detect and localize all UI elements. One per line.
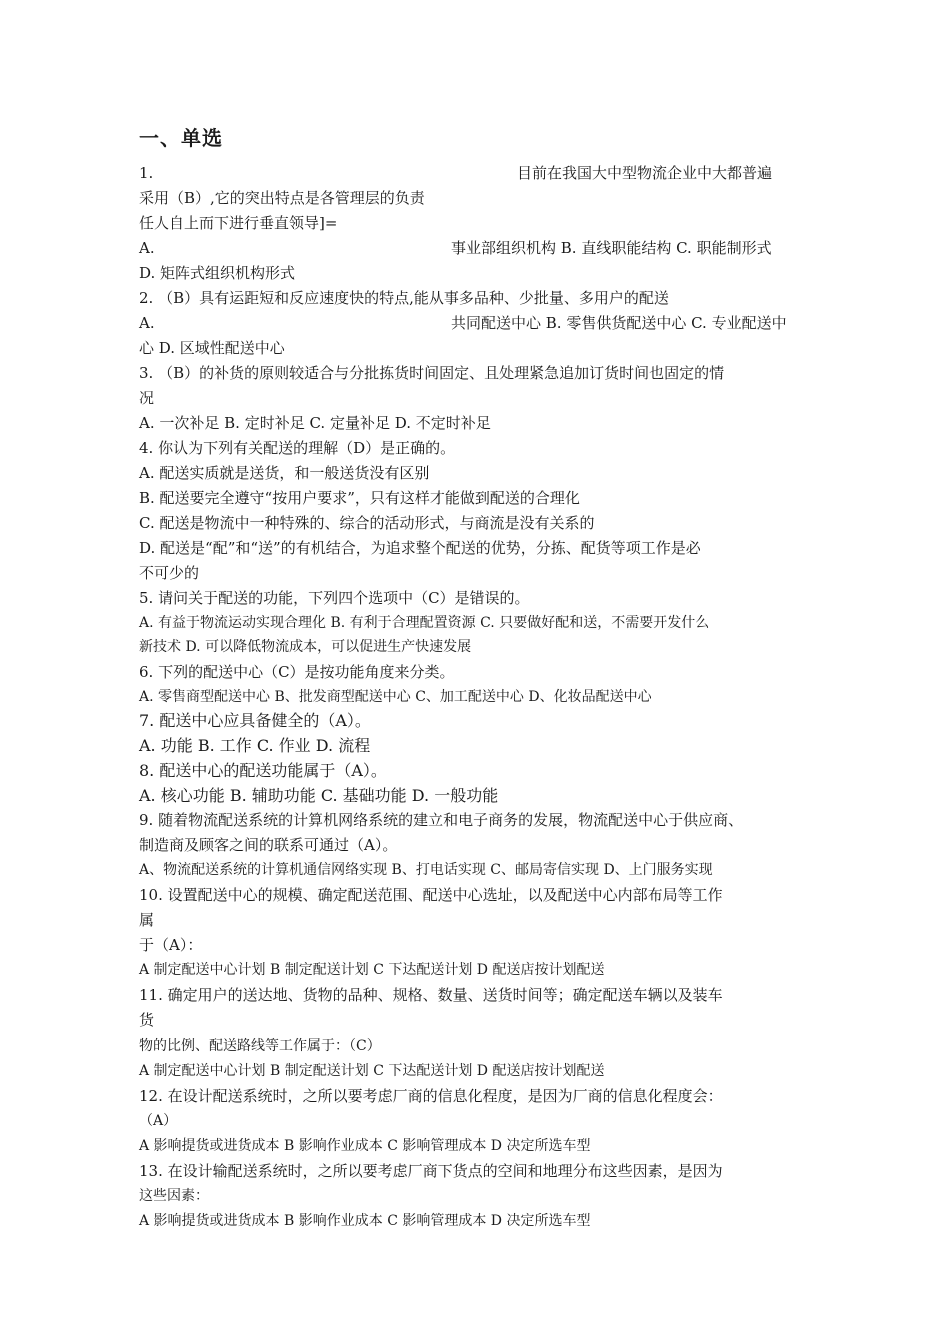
text-line: 况 (139, 389, 155, 407)
text-line: A、物流配送系统的计算机通信网络实现 B、打电话实现 C、邮局寄信实现 D、上门服务实现 (139, 862, 713, 878)
text-line: 这些因素： (139, 1188, 209, 1204)
text-line: 11. 确定用户的送达地、货物的品种、规格、数量、送货时间等；确定配送车辆以及装车 (139, 986, 723, 1004)
text-line: 属 (139, 911, 155, 929)
text-line: A 制定配送中心计划 B 制定配送计划 C 下达配送计划 D 配送店按计划配送 (139, 1063, 605, 1079)
text-line: A. 核心功能 B. 辅助功能 C. 基础功能 D. 一般功能 (139, 786, 499, 805)
text-line: 5. 请问关于配送的功能，下列四个选项中（C）是错误的。 (139, 589, 530, 607)
text-line: A. 一次补足 B. 定时补足 C. 定量补足 D. 不定时补足 (139, 414, 491, 432)
text-line: C. 配送是物流中一种特殊的、综合的活动形式，与商流是没有关系的 (139, 514, 595, 532)
text-line: B. 配送要完全遵守“按用户要求”，只有这样才能做到配送的合理化 (139, 489, 580, 507)
text-line: A 制定配送中心计划 B 制定配送计划 C 下达配送计划 D 配送店按计划配送 (139, 962, 605, 978)
text-line: A 影响提货或进货成本 B 影响作业成本 C 影响管理成本 D 决定所选车型 (139, 1213, 591, 1229)
text-line: 目前在我国大中型物流企业中大都普遍 (517, 164, 773, 182)
text-line: 不可少的 (139, 564, 200, 582)
text-line: 共同配送中心 B. 零售供货配送中心 C. 专业配送中 (451, 314, 787, 332)
text-line: 心 D. 区域性配送中心 (139, 339, 285, 357)
text-line: 12. 在设计配送系统时，之所以要考虑厂商的信息化程度，是因为厂商的信息化程度会： (139, 1087, 723, 1105)
text-line: D. 矩阵式组织机构形式 (139, 264, 296, 282)
text-line: A. 零售商型配送中心 B、批发商型配送中心 C、加工配送中心 D、化妆品配送中心 (139, 689, 652, 705)
text-line: 7. 配送中心应具备健全的（A）。 (139, 711, 371, 730)
text-line: 事业部组织机构 B. 直线职能结构 C. 职能制形式 (451, 239, 772, 257)
text-line: 3. （B）的补货的原则较适合与分批拣货时间固定、且处理紧急追加订货时间也固定的情 (139, 364, 725, 382)
text-line: 任人自上而下进行垂直领导]= (139, 214, 338, 232)
text-line: A. 配送实质就是送货，和一般送货没有区别 (139, 464, 430, 482)
text-line: 于（A）： (139, 936, 203, 954)
text-line: 2. （B）具有运距短和反应速度快的特点,能从事多品种、少批量、多用户的配送 (139, 289, 669, 307)
text-line: D. 配送是“配”和“送”的有机结合，为追求整个配送的优势，分拣、配货等项工作是必 (139, 539, 701, 557)
text-line: 10. 设置配送中心的规模、确定配送范围、配送中心选址，以及配送中心内部布局等工作 (139, 886, 723, 904)
text-line: 1. (139, 164, 154, 182)
text-line: 采用（B）,它的突出特点是各管理层的负责 (139, 189, 425, 207)
text-line: 6. 下列的配送中心（C）是按功能角度来分类。 (139, 663, 455, 681)
text-line: 货 (139, 1011, 155, 1029)
text-line: （A） (139, 1113, 178, 1129)
text-line: A. 有益于物流运动实现合理化 B. 有利于合理配置资源 C. 只要做好配和送，不需要开发什么 (139, 615, 710, 631)
text-line: A. (139, 239, 155, 257)
text-line: A. 功能 B. 工作 C. 作业 D. 流程 (139, 736, 371, 755)
text-line: 13. 在设计输配送系统时，之所以要考虑厂商下货点的空间和地理分布这些因素，是因为 (139, 1162, 723, 1180)
section-heading: 一、单选 (139, 126, 223, 150)
text-line: 4. 你认为下列有关配送的理解（D）是正确的。 (139, 439, 456, 457)
text-line: 新技术 D. 可以降低物流成本，可以促进生产快速发展 (139, 639, 472, 655)
text-line: 8. 配送中心的配送功能属于（A）。 (139, 761, 387, 780)
text-line: 物的比例、配送路线等工作属于：（C） (139, 1038, 381, 1054)
text-line: 9. 随着物流配送系统的计算机网络系统的建立和电子商务的发展，物流配送中心于供应商、 (139, 811, 744, 829)
text-line: 制造商及顾客之间的联系可通过（A）。 (139, 836, 398, 854)
text-line: A. (139, 314, 155, 332)
text-line: A 影响提货或进货成本 B 影响作业成本 C 影响管理成本 D 决定所选车型 (139, 1138, 591, 1154)
